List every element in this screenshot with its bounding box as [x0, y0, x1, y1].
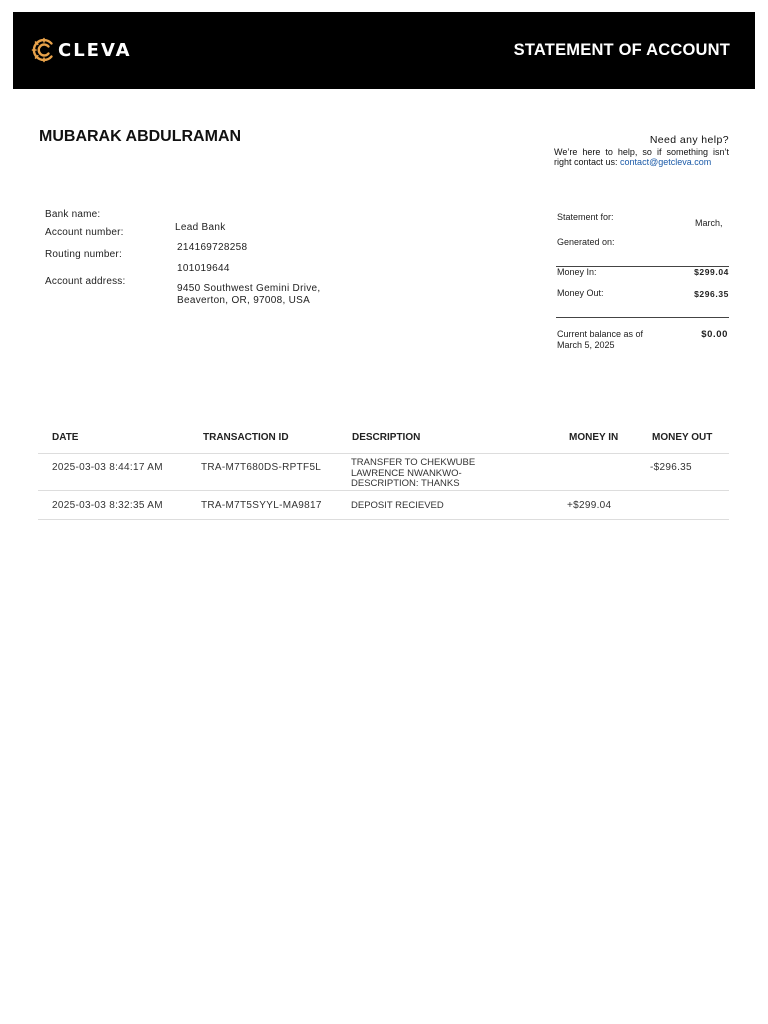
statement-header: [13, 12, 755, 89]
routing-number-label: Routing number:: [45, 249, 122, 260]
transaction-description: [351, 458, 501, 490]
column-header-money-out: MONEY OUT: [652, 432, 713, 443]
cleva-logo: [31, 37, 132, 63]
description-line: TRANSFER TO CHEKWUBE: [351, 457, 476, 468]
money-out-total: $296.35: [694, 289, 729, 299]
transaction-id: TRA-M7T680DS-RPTF5L: [201, 462, 322, 473]
current-balance-label-line2: March 5, 2025: [557, 340, 615, 350]
statement-for-value: March,: [695, 218, 723, 228]
bank-name-value: Lead Bank: [175, 222, 226, 233]
help-box: [554, 134, 729, 167]
table-header: [38, 426, 729, 454]
cleva-logo-icon: [31, 37, 57, 63]
statement-for-label: Statement for:: [557, 212, 614, 222]
money-in-total: $299.04: [694, 267, 729, 277]
help-body: We’re here to help, so if something isn’t right contact us:: [554, 147, 729, 167]
help-email-link[interactable]: contact@getcleva.com: [620, 157, 712, 167]
table-row: [38, 491, 729, 520]
summary-divider-bottom: [556, 317, 729, 318]
account-address-label: Account address:: [45, 276, 126, 287]
bank-name-label: Bank name:: [45, 209, 101, 220]
transaction-date: 2025-03-03 8:32:35 AM: [52, 500, 163, 511]
column-header-transaction-id: TRANSACTION ID: [203, 432, 289, 443]
money-out-label: Money Out:: [557, 288, 604, 298]
account-holder-name: MUBARAK ABDULRAMAN: [39, 128, 242, 145]
account-number-label: Account number:: [45, 227, 124, 238]
logo-text: CLEVA: [58, 39, 132, 61]
current-balance-value: $0.00: [701, 329, 728, 340]
transactions-table: [38, 426, 729, 520]
current-balance-label-line1: Current balance as of: [557, 329, 644, 339]
account-number-value: 214169728258: [177, 242, 248, 253]
account-address-line1: 9450 Southwest Gemini Drive,: [177, 283, 321, 294]
help-text: [554, 147, 729, 167]
help-title: Need any help?: [649, 134, 729, 146]
generated-on-label: Generated on:: [557, 237, 615, 247]
column-header-date: DATE: [52, 432, 79, 443]
transaction-description: [351, 501, 501, 512]
money-in-label: Money In:: [557, 267, 597, 277]
description-line: DESCRIPTION: THANKS: [351, 478, 460, 489]
transaction-money-in: +$299.04: [567, 500, 612, 511]
document-title: STATEMENT OF ACCOUNT: [513, 41, 730, 59]
transaction-money-out: -$296.35: [650, 462, 692, 473]
column-header-description: DESCRIPTION: [352, 432, 421, 443]
description-line: DEPOSIT RECIEVED: [351, 500, 444, 511]
routing-number-value: 101019644: [177, 263, 230, 274]
table-row: [38, 454, 729, 491]
column-header-money-in: MONEY IN: [569, 432, 619, 443]
description-line: LAWRENCE NWANKWO-: [351, 467, 462, 479]
transaction-id: TRA-M7T5SYYL-MA9817: [201, 500, 322, 511]
transaction-date: 2025-03-03 8:44:17 AM: [52, 462, 163, 473]
account-address-line2: Beaverton, OR, 97008, USA: [177, 295, 311, 306]
